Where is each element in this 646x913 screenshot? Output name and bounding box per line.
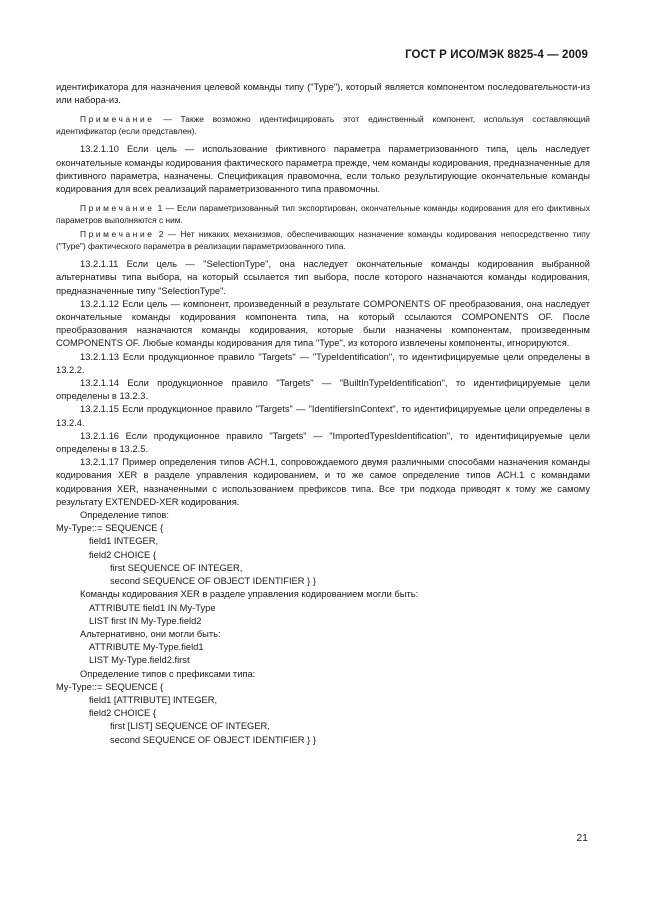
code-line: My-Type::= SEQUENCE { (56, 681, 164, 692)
document-header: ГОСТ Р ИСО/МЭК 8825-4 — 2009 (405, 49, 588, 61)
note-label: Примечание (80, 229, 155, 240)
note-1 (56, 202, 590, 226)
paragraph-13-2-1-12: 13.2.1.12 Если цель — компонент, произведенный в результате COMPONENTS OF преобразования, она наследует окончательные команды кодирования компонента типа, на который ссылаются COMPONENTS OF. После преобразования назначаются команды кодирования, которые были назначены компонентам, произведенным COMPONENTS OF. Любые команды кодирования для типа "Type", из которого извлечены компоненты, игнорируются. (56, 298, 590, 349)
note (56, 113, 590, 137)
code-intro: Определение типов с префиксами типа: (80, 668, 256, 679)
note-2 (56, 228, 590, 252)
paragraph-13-2-1-10: 13.2.1.10 Если цель — использование фиктивного параметра параметризованного типа, цель наследует окончательные команды кодирования фактического параметра прежде, чем команды кодирования, предназначенные для фиктивного параметра, назначены. Спецификация правомочна, если только результирующие окончательные команды кодирования для всех реализаций параметризованного типа правомочны. (56, 144, 590, 195)
code-intro: Альтернативно, они могли быть: (80, 628, 221, 639)
note-label: Примечание (80, 203, 155, 214)
code-line: field1 [ATTRIBUTE] INTEGER, (89, 694, 218, 705)
code-example (56, 509, 590, 747)
code-line: LIST My-Type.field2.first (89, 655, 190, 666)
code-line: ATTRIBUTE field1 IN My-Type (89, 602, 216, 613)
code-line: field2 CHOICE { (89, 549, 156, 560)
paragraph-13-2-1-14: 13.2.1.14 Если продукционное правило "Targets" — "BuiltInTypeIdentification", то идентифицируемые цели определены в 13.2.3. (56, 378, 590, 402)
code-line: My-Type::= SEQUENCE { (56, 523, 164, 534)
code-intro: Определение типов: (80, 510, 169, 521)
note-label: Примечание (80, 114, 155, 125)
paragraph-13-2-1-16: 13.2.1.16 Если продукционное правило "Targets" — "ImportedTypesIdentification", то идентифицируемые цели определены в 13.2.5. (56, 430, 590, 455)
paragraph-continuation: идентификатора для назначения целевой команды типу ("Type"), который является компонентом последовательности-из или набора-из. (56, 82, 590, 106)
code-line: second SEQUENCE OF OBJECT IDENTIFIER } } (110, 576, 316, 587)
paragraph-13-2-1-11: 13.2.1.11 Если цель — "SelectionType", она наследует окончательные команды кодирования выбранной альтернативы типа выбора, на который ссылается тип выбора, после которого назначаются команды кодирования, предназначенные типу "SelectionType". (56, 259, 590, 296)
code-line: second SEQUENCE OF OBJECT IDENTIFIER } } (110, 734, 316, 745)
code-line: first [LIST] SEQUENCE OF INTEGER, (110, 721, 270, 732)
code-line: ATTRIBUTE My-Type.field1 (89, 642, 204, 653)
code-line: field1 INTEGER, (89, 536, 159, 547)
code-line: LIST first IN My-Type.field2 (89, 615, 202, 626)
page-number: 21 (576, 832, 588, 844)
paragraph-13-2-1-13: 13.2.1.13 Если продукционное правило "Targets" — "TypeIdentification", то идентифицируемые цели определены в 13.2.2. (56, 351, 590, 375)
code-line: field2 CHOICE { (89, 708, 156, 719)
note-text: 2 — Нет никаких механизмов, обеспечивающих назначение команды кодирования непосредственно типу ("Type") фактического параметра в реализации параметризованного типа. (56, 229, 590, 252)
code-intro: Команды кодирования XER в разделе управления кодированием могли быть: (80, 589, 419, 600)
code-line: first SEQUENCE OF INTEGER, (110, 562, 243, 573)
paragraph-13-2-1-15: 13.2.1.15 Если продукционное правило "Targets" — "IdentifiersInContext", то идентифицируемые цели определены в 13.2.4. (56, 404, 590, 428)
note-text: 1 — Если параметризованный тип экспортирован, окончательные команды кодирования для его фиктивных параметров выполняются с ним. (56, 203, 590, 226)
note-text: — Также возможно идентифицировать этот единственный компонент, используя составляющий идентификатор (если представлен). (56, 114, 590, 137)
paragraph-13-2-1-17: 13.2.1.17 Пример определения типов АСН.1, сопровождаемого двумя различными способами назначения команды кодирования XER в разделе управления кодированием, и то же самое определение типов АСН.1 с командами кодирования XER, назначенными с использованием префиксов типа. Все три подхода приводят к тому же самому результату EXTENDED-XER кодирования. (56, 457, 590, 507)
page-body (56, 81, 590, 747)
